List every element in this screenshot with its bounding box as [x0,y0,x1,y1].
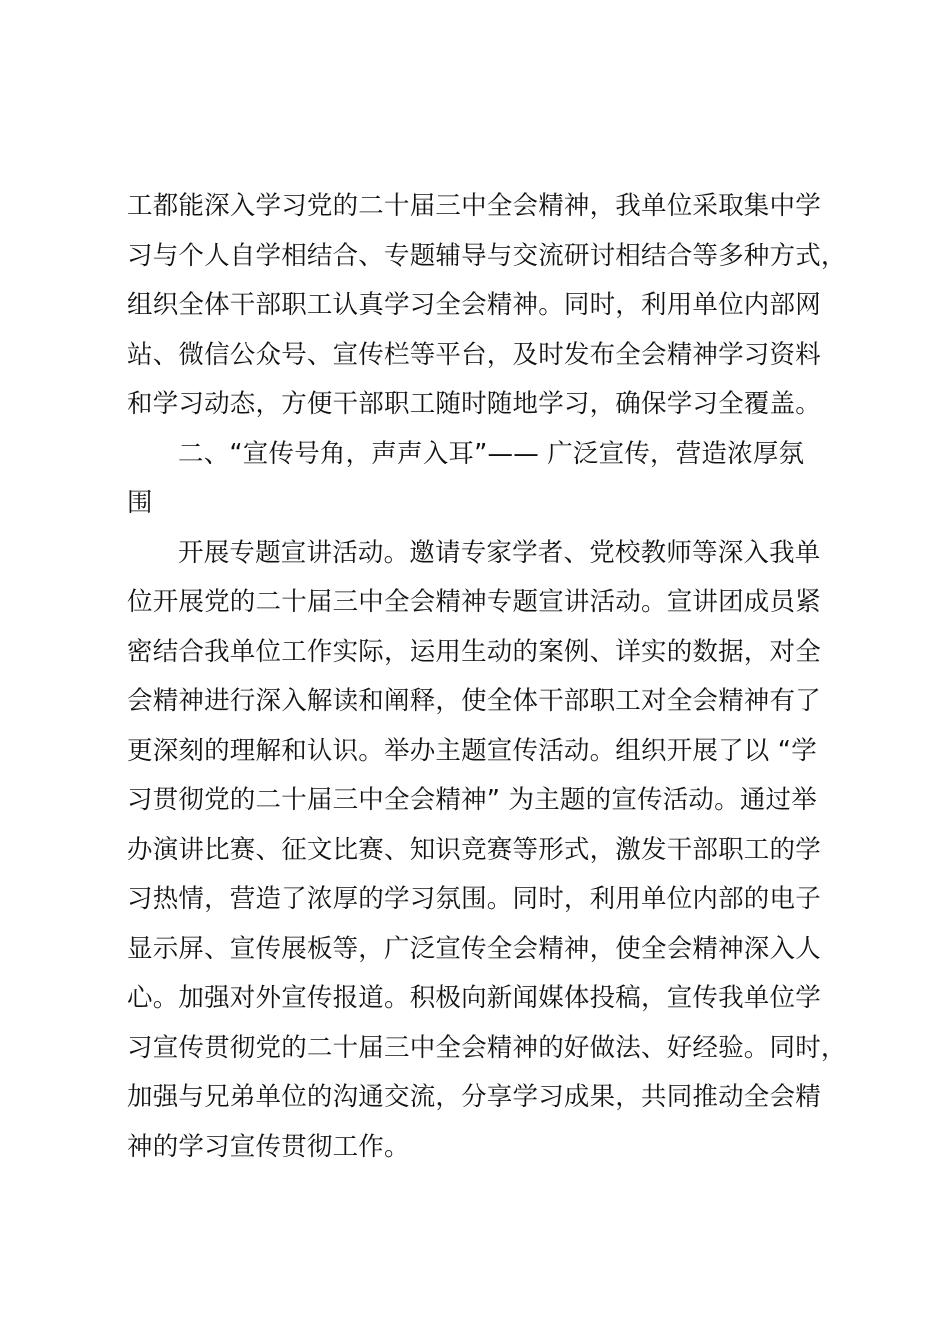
paragraph-line: 位开展党的二十届三中全会精神专题宣讲活动。宣讲团成员紧 [127,587,821,617]
paragraph-line: 习宣传贯彻党的二十届三中全会精神的好做法、好经验。同时， [127,1033,847,1063]
paragraph-line: 神的学习宣传贯彻工作。 [127,1132,410,1162]
paragraph-line: 加强与兄弟单位的沟通交流，分享学习成果，共同推动全会精 [127,1082,821,1112]
paragraph-line: 会精神进行深入解读和阐释，使全体干部职工对全会精神有了 [127,686,821,716]
paragraph-line: 更深刻的理解和认识。举办主题宣传活动。组织开展了以 “学 [127,736,817,766]
paragraph-line: 习贯彻党的二十届三中全会精神” 为主题的宣传活动。通过举 [127,785,817,815]
paragraph-line: 心。加强对外宣传报道。积极向新闻媒体投稿，宣传我单位学 [127,983,821,1013]
section-heading-continuation: 围 [127,488,153,518]
paragraph-line: 习热情，营造了浓厚的学习氛围。同时，利用单位内部的电子 [127,884,821,914]
paragraph-line: 显示屏、宣传展板等，广泛宣传全会精神，使全会精神深入人 [127,934,821,964]
section-heading: 二、“宣传号角，声声入耳”—— 广泛宣传，营造浓厚氛 [178,439,805,469]
paragraph-line: 工都能深入学习党的二十届三中全会精神，我单位采取集中学 [127,191,821,221]
paragraph-line: 站、微信公众号、宣传栏等平台，及时发布全会精神学习资料 [127,340,821,370]
paragraph-line: 办演讲比赛、征文比赛、知识竞赛等形式，激发干部职工的学 [127,835,821,865]
paragraph-line: 习与个人自学相结合、专题辅导与交流研讨相结合等多种方式， [127,241,847,271]
paragraph-line: 和学习动态，方便干部职工随时随地学习，确保学习全覆盖。 [127,389,821,419]
paragraph-line: 组织全体干部职工认真学习全会精神。同时，利用单位内部网 [127,290,821,320]
paragraph-line: 开展专题宣讲活动。邀请专家学者、党校教师等深入我单 [178,538,821,568]
paragraph-line: 密结合我单位工作实际，运用生动的案例、详实的数据，对全 [127,637,821,667]
